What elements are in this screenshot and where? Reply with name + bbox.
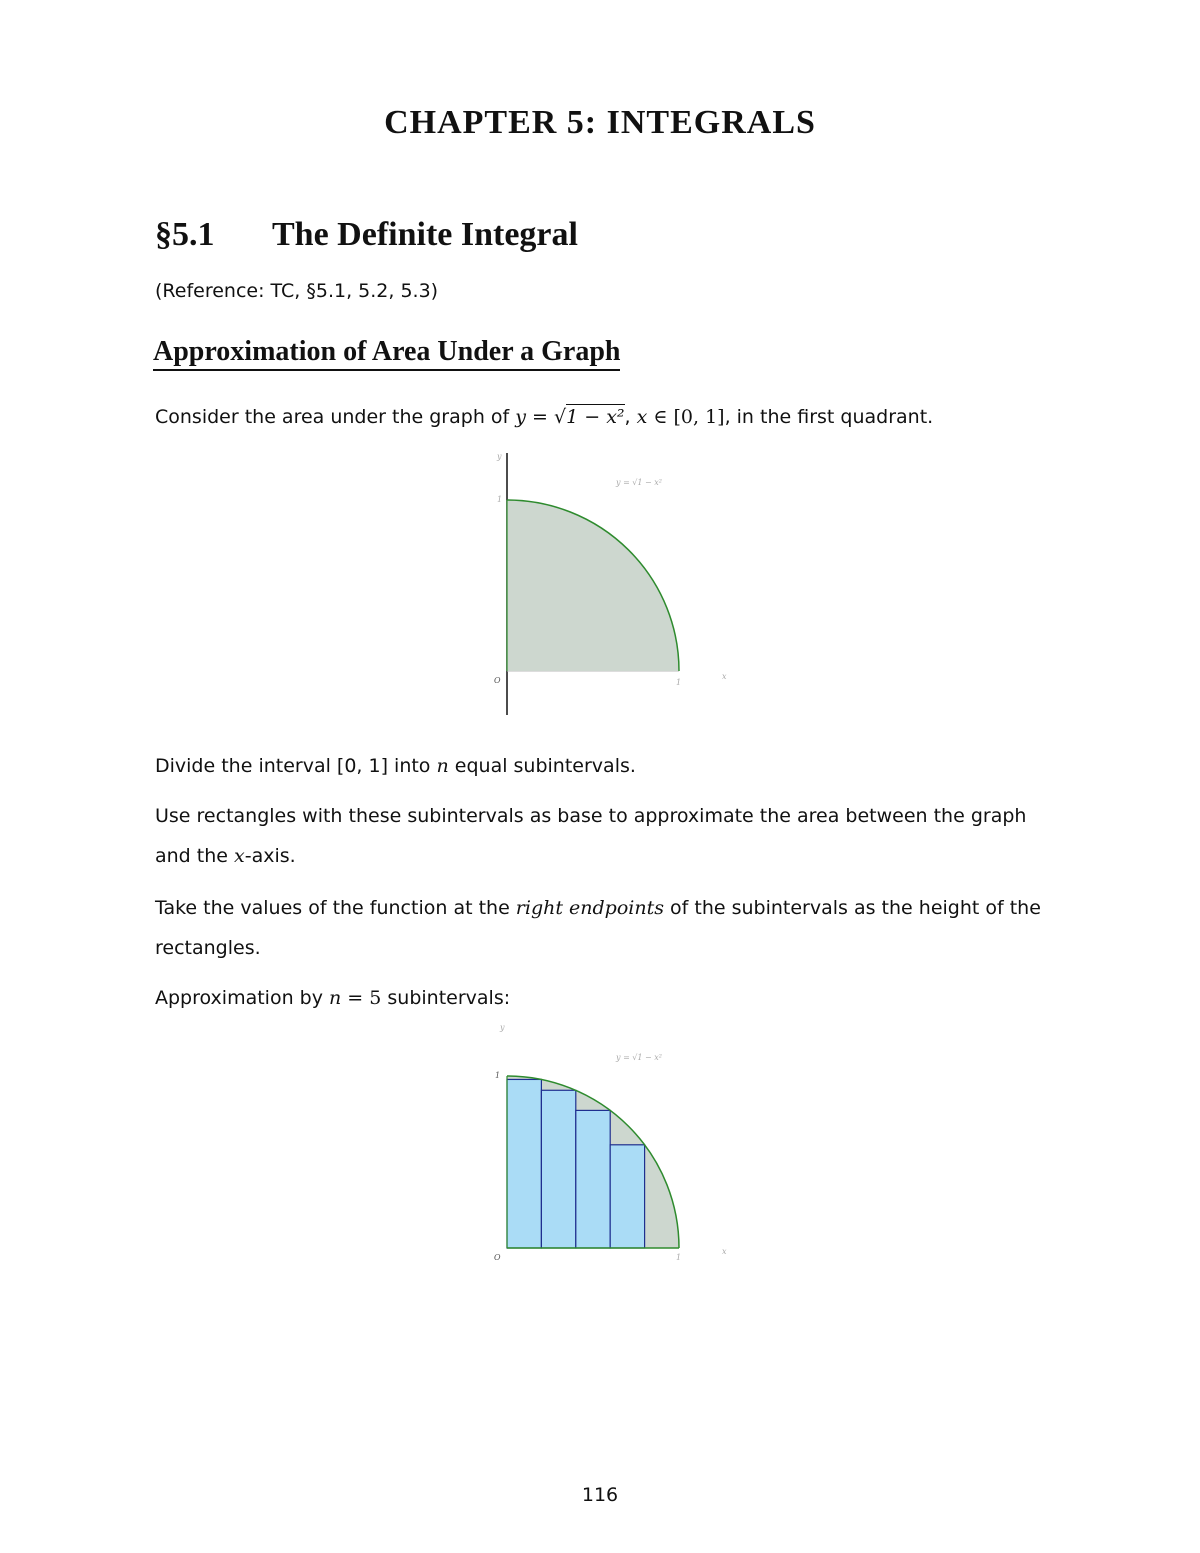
paragraph-heights [155,888,1055,968]
origin-label: O [494,1253,501,1262]
heights-text-before: Take the values of the function at the [155,897,516,919]
riemann-rectangle [610,1145,644,1248]
y-axis-label: y [500,1023,505,1032]
y-axis-label: y [497,452,502,461]
approx-text-before: Approximation by [155,987,330,1009]
riemann-rectangle [541,1090,575,1248]
section-title: The Definite Integral [272,216,578,253]
chapter-title: CHAPTER 5: INTEGRALS [384,104,816,141]
divide-text-after: equal subintervals. [448,755,636,777]
math-interval: ∈ [0, 1] [647,406,725,428]
paragraph-divide [155,746,1055,786]
x-tick-label: 1 [676,1253,682,1262]
section-heading [155,216,578,254]
x-axis-label: x [722,672,727,681]
intro-text-before: Consider the area under the graph of [155,406,516,428]
page-number: 116 [581,1484,619,1506]
rectangles-text-after: -axis. [244,845,296,867]
reference-note: (Reference: TC, §5.1, 5.2, 5.3) [155,280,439,302]
math-equals: = [526,406,554,428]
y-tick-label: 1 [495,1071,501,1080]
intro-comma: , [624,406,637,428]
paragraph-rectangles [155,796,1055,876]
math-n: n [329,987,342,1009]
divide-text-before: Divide the interval [0, 1] into [155,755,437,777]
approx-text-after: subintervals: [381,987,511,1009]
subsection-title: Approximation of Area Under a Graph [153,336,620,371]
sqrt-sign: √ [554,406,567,428]
intro-text-after: , in the first quadrant. [724,406,934,428]
rectangles-text-before: Use rectangles with these subintervals as base to approximate the area between the graph and the [155,805,1027,867]
figure-quarter-circle [480,445,750,725]
math-y: y [515,406,526,428]
origin-label: O [494,676,501,685]
math-radicand: 1 − x² [566,406,625,428]
math-n: n [436,755,449,777]
curve-label: y = √1 − x² [616,478,663,487]
y-tick-label: 1 [497,495,503,504]
math-x: x [234,845,245,867]
math-equals-five: = 5 [341,987,382,1009]
math-x: x [636,406,648,428]
x-axis-label: x [722,1247,727,1256]
section-number: §5.1 [155,216,215,253]
paragraph-approximation [155,978,1055,1018]
area-under-curve [507,500,679,671]
x-tick-label: 1 [676,678,682,687]
figure-riemann-rectangles [480,1020,750,1270]
heights-text-after: of the subintervals as the height of the rectangles. [155,897,1041,959]
curve-label: y = √1 − x² [616,1053,663,1062]
riemann-rectangle [576,1110,610,1248]
intro-paragraph [155,397,1055,437]
emphasis-right-endpoints: right endpoints [515,897,664,919]
riemann-rectangle [507,1079,541,1248]
